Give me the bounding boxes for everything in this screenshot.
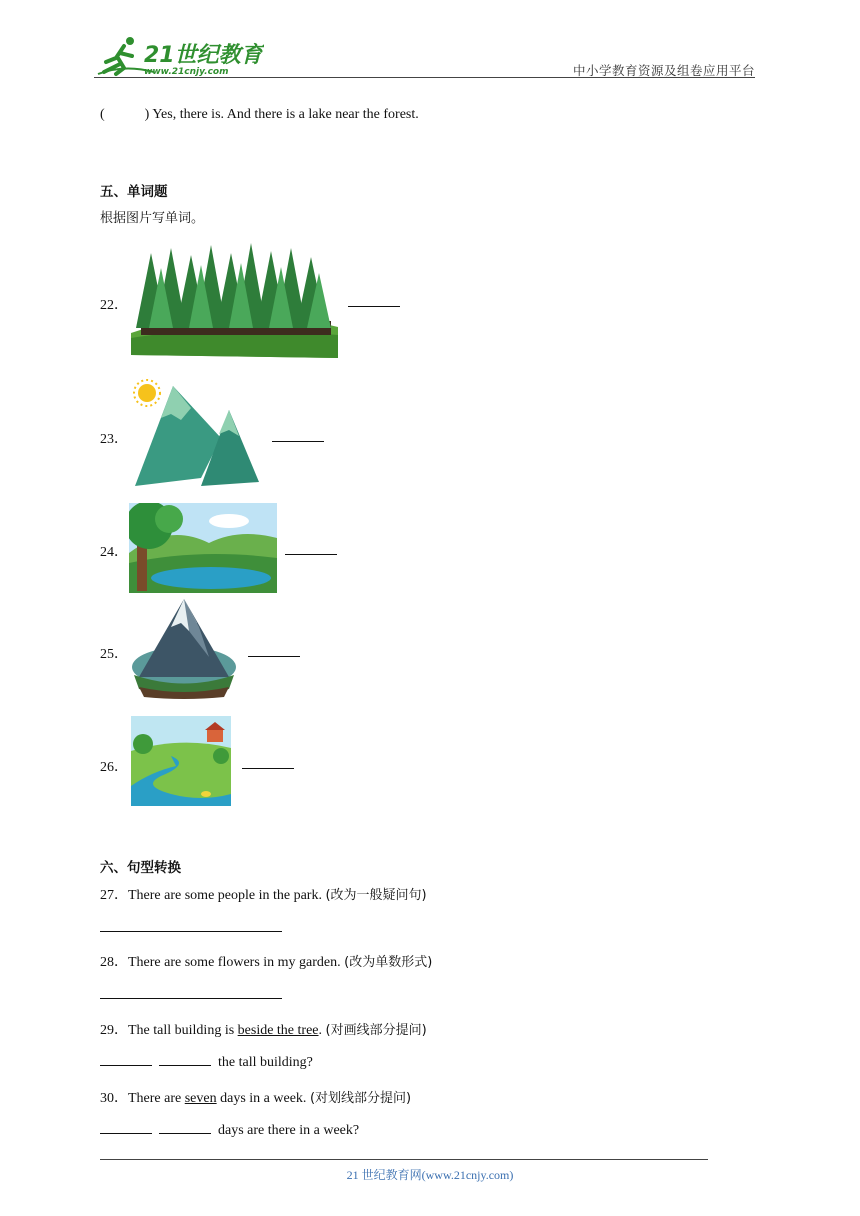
sun-icon xyxy=(134,380,160,406)
item-23-number: 23． xyxy=(100,432,128,447)
item-27 xyxy=(100,884,427,904)
prev-answer-line xyxy=(100,107,419,123)
item-30-post: days in a week. xyxy=(216,1091,307,1106)
logo-text: 21世纪教育 xyxy=(144,43,263,68)
item-28-sentence: There are some flowers in my garden. xyxy=(128,955,341,970)
item-25-number: 25． xyxy=(100,647,128,662)
item-29-post: . xyxy=(318,1023,323,1038)
item-24-blank[interactable] xyxy=(285,542,337,555)
section6-title: 六、句型转换 xyxy=(100,860,181,876)
item-29-underlined: beside the tree xyxy=(237,1023,319,1038)
section5-title: 五、单词题 xyxy=(100,184,168,200)
item-27-sentence: There are some people in the park. xyxy=(128,888,322,903)
item-30 xyxy=(100,1087,411,1107)
item-29-blank-1[interactable] xyxy=(100,1053,152,1066)
item-30-number: 30． xyxy=(100,1091,128,1106)
item-30-answer xyxy=(100,1121,359,1139)
item-28-answer-line[interactable] xyxy=(100,998,282,999)
item-30-pre: There are xyxy=(128,1091,185,1106)
footer-link[interactable]: 21 世纪教育网(www.21cnjy.com) xyxy=(346,1168,514,1182)
item-28-number: 28． xyxy=(100,955,128,970)
item-29-pre: The tall building is xyxy=(128,1023,238,1038)
item-22-blank[interactable] xyxy=(348,294,400,307)
footer-divider xyxy=(100,1159,708,1160)
item-29-answer xyxy=(100,1053,313,1071)
item-29-blank-2[interactable] xyxy=(159,1053,211,1066)
logo-url: www.21cnjy.com xyxy=(144,67,229,77)
item-27-answer-line[interactable] xyxy=(100,931,282,932)
item-28-hint: (改为单数形式) xyxy=(344,955,433,970)
river-icon xyxy=(131,716,231,806)
item-30-hint: (对划线部分提问) xyxy=(309,1091,412,1106)
site-logo xyxy=(94,34,264,78)
item-26-blank[interactable] xyxy=(242,756,294,769)
item-29-answer-tail: the tall building? xyxy=(218,1055,313,1070)
item-30-underlined: seven xyxy=(184,1091,217,1106)
item-30-blank-1[interactable] xyxy=(100,1121,152,1134)
item-23-blank[interactable] xyxy=(272,429,324,442)
item-26-number: 26． xyxy=(100,760,128,775)
item-24-number: 24． xyxy=(100,545,128,560)
lake-icon xyxy=(129,503,277,593)
item-29-hint: (对画线部分提问) xyxy=(325,1023,427,1038)
header-divider xyxy=(94,77,755,78)
header-tagline: 中小学教育资源及组卷应用平台 xyxy=(572,63,755,78)
item-27-number: 27． xyxy=(100,888,128,903)
item-25-blank[interactable] xyxy=(248,644,300,657)
item-27-hint: (改为一般疑问句) xyxy=(325,888,427,903)
paren-close: ) xyxy=(144,107,150,122)
item-30-answer-tail: days are there in a week? xyxy=(218,1123,360,1138)
mountain-icon xyxy=(131,378,263,494)
paren-open: ( xyxy=(100,107,105,122)
prev-answer-text: Yes, there is. And there is a lake near the forest. xyxy=(152,107,419,122)
forest-icon xyxy=(131,243,338,358)
hill-icon xyxy=(129,597,239,701)
item-30-blank-2[interactable] xyxy=(159,1121,211,1134)
section5-instruction: 根据图片写单词。 xyxy=(100,211,205,226)
item-29-number: 29． xyxy=(100,1023,128,1038)
item-22-number: 22． xyxy=(100,298,128,313)
item-29 xyxy=(100,1019,427,1039)
item-28 xyxy=(100,951,432,971)
